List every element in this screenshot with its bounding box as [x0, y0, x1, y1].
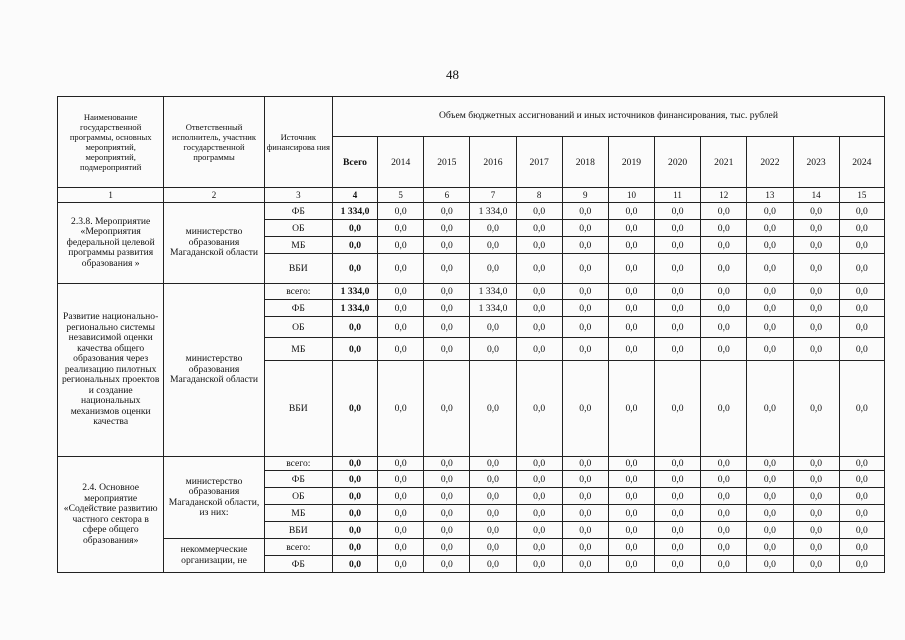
value-year: 0,0	[424, 539, 470, 556]
value-year: 0,0	[701, 556, 747, 573]
value-total: 0,0	[332, 237, 377, 254]
page-number: 48	[446, 67, 459, 82]
value-year: 0,0	[701, 254, 747, 284]
value-year: 0,0	[655, 361, 701, 457]
value-year: 0,0	[470, 237, 516, 254]
value-year: 0,0	[608, 505, 654, 522]
value-year: 0,0	[424, 505, 470, 522]
value-year: 0,0	[424, 203, 470, 220]
value-year: 0,0	[470, 361, 516, 457]
header-volume: Объем бюджетных ассигнований и иных источников финансирования, тыс. рублей	[332, 97, 884, 137]
value-year: 0,0	[747, 539, 793, 556]
funding-source: всего:	[264, 284, 332, 300]
value-year: 0,0	[655, 539, 701, 556]
value-year: 0,0	[839, 505, 884, 522]
column-number: 3	[264, 188, 332, 203]
value-year: 0,0	[516, 457, 562, 471]
value-year: 0,0	[793, 220, 839, 237]
column-number: 11	[655, 188, 701, 203]
value-year: 0,0	[839, 361, 884, 457]
value-year: 0,0	[701, 361, 747, 457]
value-year: 0,0	[793, 522, 839, 539]
value-year: 0,0	[793, 338, 839, 361]
value-year: 0,0	[424, 237, 470, 254]
value-year: 0,0	[608, 203, 654, 220]
value-year: 0,0	[655, 471, 701, 488]
activity-name: 2.3.8. Мероприятие «Мероприятия федеральной целевой программы развития образования »	[58, 203, 164, 284]
value-year: 0,0	[378, 220, 424, 237]
value-year: 0,0	[701, 471, 747, 488]
value-year: 0,0	[378, 254, 424, 284]
value-year: 0,0	[747, 203, 793, 220]
value-year: 0,0	[839, 457, 884, 471]
funding-source: ФБ	[264, 471, 332, 488]
value-year: 0,0	[793, 488, 839, 505]
value-year: 0,0	[701, 457, 747, 471]
activity-name: Развитие национально-регионально системы независимой оценки качества общего образования через реализацию пилотных региональных проектов и создание национальных механизмов оценки качества	[58, 284, 164, 457]
value-year: 0,0	[608, 284, 654, 300]
value-year: 0,0	[839, 539, 884, 556]
header-executor: Ответственный исполнитель, участник государственной программы	[164, 97, 264, 188]
value-total: 0,0	[332, 505, 377, 522]
value-year: 0,0	[655, 284, 701, 300]
value-total: 1 334,0	[332, 300, 377, 317]
value-year: 0,0	[378, 457, 424, 471]
value-year: 0,0	[562, 539, 608, 556]
value-year: 0,0	[793, 237, 839, 254]
value-year: 0,0	[378, 539, 424, 556]
value-year: 0,0	[562, 522, 608, 539]
value-year: 0,0	[424, 338, 470, 361]
value-total: 1 334,0	[332, 203, 377, 220]
value-year: 0,0	[424, 457, 470, 471]
value-year: 0,0	[839, 254, 884, 284]
value-year: 0,0	[747, 361, 793, 457]
value-year: 0,0	[747, 522, 793, 539]
value-total: 0,0	[332, 522, 377, 539]
value-year: 0,0	[424, 522, 470, 539]
value-year: 0,0	[655, 556, 701, 573]
value-year: 0,0	[470, 505, 516, 522]
value-year: 0,0	[470, 488, 516, 505]
value-year: 0,0	[516, 361, 562, 457]
value-year: 0,0	[378, 488, 424, 505]
value-year: 0,0	[516, 338, 562, 361]
value-year: 0,0	[747, 338, 793, 361]
column-number: 10	[608, 188, 654, 203]
value-year: 0,0	[562, 556, 608, 573]
header-year: 2020	[655, 137, 701, 188]
value-total: 0,0	[332, 471, 377, 488]
value-year: 0,0	[839, 237, 884, 254]
executor-nonprofit: некоммерческие организации, не	[164, 539, 264, 573]
column-number: 9	[562, 188, 608, 203]
funding-source: всего:	[264, 457, 332, 471]
value-year: 0,0	[701, 317, 747, 338]
table-body	[58, 203, 885, 573]
header-year: 2024	[839, 137, 884, 188]
value-year: 0,0	[470, 522, 516, 539]
value-year: 0,0	[747, 300, 793, 317]
value-year: 0,0	[655, 522, 701, 539]
value-year: 0,0	[424, 284, 470, 300]
value-year: 0,0	[424, 300, 470, 317]
value-year: 0,0	[839, 203, 884, 220]
header-source: Источник финансирова ния	[264, 97, 332, 188]
value-year: 0,0	[608, 361, 654, 457]
value-year: 0,0	[793, 254, 839, 284]
value-year: 0,0	[701, 539, 747, 556]
header-year: 2023	[793, 137, 839, 188]
value-year: 0,0	[608, 539, 654, 556]
funding-source: МБ	[264, 237, 332, 254]
value-year: 0,0	[701, 338, 747, 361]
value-year: 0,0	[562, 471, 608, 488]
value-year: 0,0	[655, 203, 701, 220]
column-number: 1	[58, 188, 164, 203]
value-year: 0,0	[747, 471, 793, 488]
value-year: 0,0	[655, 220, 701, 237]
column-number: 5	[378, 188, 424, 203]
value-year: 0,0	[562, 284, 608, 300]
value-total: 0,0	[332, 220, 377, 237]
value-year: 0,0	[608, 254, 654, 284]
value-year: 0,0	[516, 317, 562, 338]
value-year: 0,0	[424, 317, 470, 338]
executor: министерство образования Магаданской области	[164, 284, 264, 457]
value-year: 0,0	[516, 556, 562, 573]
value-year: 0,0	[378, 317, 424, 338]
value-year: 0,0	[701, 220, 747, 237]
value-year: 0,0	[516, 488, 562, 505]
value-year: 0,0	[378, 203, 424, 220]
value-total: 1 334,0	[332, 284, 377, 300]
value-year: 0,0	[562, 300, 608, 317]
value-year: 0,0	[378, 237, 424, 254]
value-year: 0,0	[424, 220, 470, 237]
header-year: 2021	[701, 137, 747, 188]
value-total: 0,0	[332, 254, 377, 284]
value-total: 0,0	[332, 361, 377, 457]
value-year: 0,0	[470, 539, 516, 556]
value-year: 0,0	[516, 522, 562, 539]
value-year: 0,0	[470, 317, 516, 338]
column-number-row	[58, 188, 885, 203]
header-year: 2016	[470, 137, 516, 188]
value-year: 0,0	[793, 471, 839, 488]
value-year: 0,0	[516, 284, 562, 300]
funding-source: ВБИ	[264, 361, 332, 457]
table-row	[58, 457, 885, 471]
value-year: 0,0	[747, 556, 793, 573]
value-year: 0,0	[516, 471, 562, 488]
value-year: 0,0	[747, 284, 793, 300]
value-year: 0,0	[562, 361, 608, 457]
value-year: 0,0	[470, 220, 516, 237]
value-year: 0,0	[747, 505, 793, 522]
header-year: 2022	[747, 137, 793, 188]
value-year: 0,0	[747, 317, 793, 338]
value-year: 0,0	[470, 254, 516, 284]
value-year: 1 334,0	[470, 300, 516, 317]
value-year: 0,0	[701, 300, 747, 317]
value-year: 0,0	[747, 488, 793, 505]
header-year: Всего	[332, 137, 377, 188]
header-year: 2019	[608, 137, 654, 188]
activity-name: 2.4. Основное мероприятие «Содействие развитию частного сектора в сфере общего образования»	[58, 457, 164, 573]
value-year: 0,0	[424, 361, 470, 457]
column-number: 14	[793, 188, 839, 203]
value-year: 0,0	[655, 457, 701, 471]
value-year: 0,0	[562, 203, 608, 220]
value-year: 0,0	[655, 254, 701, 284]
value-year: 0,0	[562, 505, 608, 522]
value-total: 0,0	[332, 457, 377, 471]
table-row	[58, 539, 885, 556]
header-year: 2018	[562, 137, 608, 188]
value-year: 0,0	[562, 457, 608, 471]
funding-source: всего:	[264, 539, 332, 556]
value-year: 0,0	[747, 457, 793, 471]
executor: министерство образования Магаданской области	[164, 203, 264, 284]
value-year: 0,0	[562, 237, 608, 254]
value-year: 0,0	[378, 361, 424, 457]
funding-source: ОБ	[264, 317, 332, 338]
funding-source: ВБИ	[264, 254, 332, 284]
value-year: 0,0	[793, 457, 839, 471]
value-year: 0,0	[424, 471, 470, 488]
value-year: 0,0	[608, 338, 654, 361]
value-year: 0,0	[608, 556, 654, 573]
value-year: 0,0	[608, 522, 654, 539]
column-number: 6	[424, 188, 470, 203]
value-year: 0,0	[378, 505, 424, 522]
funding-source: ФБ	[264, 556, 332, 573]
value-year: 0,0	[701, 284, 747, 300]
table-row	[58, 203, 885, 220]
value-year: 0,0	[839, 556, 884, 573]
value-year: 0,0	[793, 284, 839, 300]
header-year: 2017	[516, 137, 562, 188]
value-year: 0,0	[516, 505, 562, 522]
value-year: 0,0	[516, 220, 562, 237]
value-year: 0,0	[378, 556, 424, 573]
value-year: 0,0	[470, 556, 516, 573]
value-year: 0,0	[378, 300, 424, 317]
header-name: Наименование государственной программы, основных мероприятий, мероприятий, подмероприятий	[58, 97, 164, 188]
value-year: 0,0	[793, 300, 839, 317]
value-year: 0,0	[701, 522, 747, 539]
value-year: 0,0	[701, 488, 747, 505]
value-year: 0,0	[470, 457, 516, 471]
funding-source: ФБ	[264, 300, 332, 317]
value-year: 0,0	[655, 237, 701, 254]
column-number: 7	[470, 188, 516, 203]
value-year: 0,0	[424, 254, 470, 284]
value-year: 0,0	[793, 539, 839, 556]
value-year: 0,0	[839, 471, 884, 488]
value-total: 0,0	[332, 317, 377, 338]
funding-source: МБ	[264, 338, 332, 361]
value-year: 0,0	[378, 338, 424, 361]
value-year: 0,0	[747, 237, 793, 254]
value-year: 0,0	[424, 556, 470, 573]
value-year: 0,0	[655, 338, 701, 361]
column-number: 8	[516, 188, 562, 203]
column-number: 13	[747, 188, 793, 203]
value-year: 0,0	[839, 338, 884, 361]
header-row-1	[58, 97, 885, 137]
column-number: 12	[701, 188, 747, 203]
value-year: 0,0	[562, 488, 608, 505]
funding-source: ФБ	[264, 203, 332, 220]
value-year: 0,0	[516, 237, 562, 254]
funding-source: ОБ	[264, 220, 332, 237]
column-number: 4	[332, 188, 377, 203]
executor: министерство образования Магаданской области, из них:	[164, 457, 264, 539]
value-year: 0,0	[608, 237, 654, 254]
value-year: 0,0	[793, 361, 839, 457]
value-year: 0,0	[378, 284, 424, 300]
value-year: 0,0	[608, 220, 654, 237]
funding-source: ВБИ	[264, 522, 332, 539]
value-year: 0,0	[839, 488, 884, 505]
column-number: 2	[164, 188, 264, 203]
value-year: 0,0	[701, 505, 747, 522]
value-year: 0,0	[793, 556, 839, 573]
value-year: 0,0	[701, 237, 747, 254]
column-number: 15	[839, 188, 884, 203]
value-year: 0,0	[608, 488, 654, 505]
header-year: 2014	[378, 137, 424, 188]
value-year: 0,0	[839, 317, 884, 338]
value-year: 0,0	[655, 505, 701, 522]
value-year: 0,0	[793, 505, 839, 522]
value-year: 0,0	[655, 488, 701, 505]
value-year: 0,0	[839, 220, 884, 237]
value-year: 0,0	[608, 457, 654, 471]
value-year: 1 334,0	[470, 284, 516, 300]
value-year: 0,0	[378, 471, 424, 488]
value-year: 0,0	[562, 317, 608, 338]
value-year: 0,0	[839, 522, 884, 539]
value-year: 0,0	[793, 203, 839, 220]
value-total: 0,0	[332, 539, 377, 556]
value-year: 0,0	[793, 317, 839, 338]
value-year: 0,0	[747, 220, 793, 237]
value-year: 0,0	[516, 300, 562, 317]
value-total: 0,0	[332, 338, 377, 361]
header-year: 2015	[424, 137, 470, 188]
value-year: 0,0	[424, 488, 470, 505]
funding-source: МБ	[264, 505, 332, 522]
budget-table	[57, 96, 885, 573]
value-year: 0,0	[608, 317, 654, 338]
value-year: 0,0	[516, 203, 562, 220]
value-year: 0,0	[701, 203, 747, 220]
value-total: 0,0	[332, 556, 377, 573]
value-year: 0,0	[562, 254, 608, 284]
funding-source: ОБ	[264, 488, 332, 505]
value-year: 0,0	[470, 338, 516, 361]
value-year: 0,0	[839, 300, 884, 317]
value-year: 0,0	[562, 338, 608, 361]
value-year: 0,0	[470, 471, 516, 488]
value-year: 0,0	[562, 220, 608, 237]
value-year: 1 334,0	[470, 203, 516, 220]
value-year: 0,0	[608, 300, 654, 317]
value-year: 0,0	[655, 317, 701, 338]
value-year: 0,0	[839, 284, 884, 300]
value-year: 0,0	[747, 254, 793, 284]
value-total: 0,0	[332, 488, 377, 505]
value-year: 0,0	[608, 471, 654, 488]
value-year: 0,0	[378, 522, 424, 539]
value-year: 0,0	[516, 254, 562, 284]
value-year: 0,0	[655, 300, 701, 317]
value-year: 0,0	[516, 539, 562, 556]
table-row	[58, 284, 885, 300]
